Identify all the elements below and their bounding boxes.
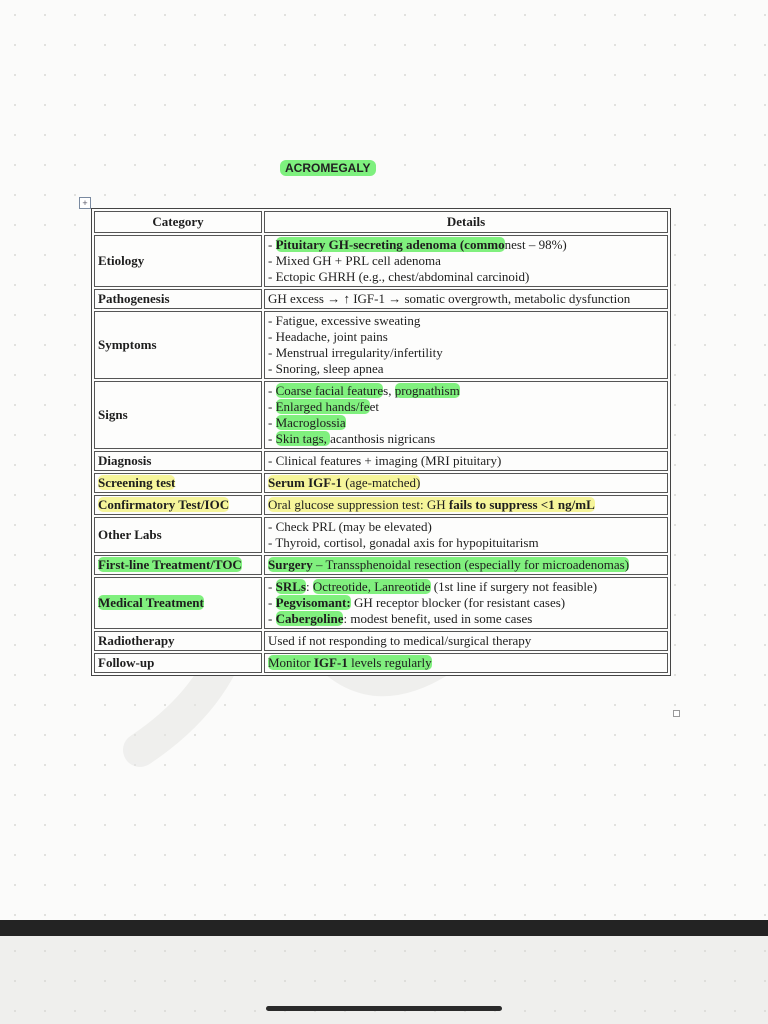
- category-cell: Pathogenesis: [94, 289, 262, 309]
- table-row: [94, 495, 668, 515]
- detail-text: Skin tags,: [275, 431, 331, 446]
- category-cell: Etiology: [94, 235, 262, 287]
- detail-text: (age-matched): [342, 475, 421, 490]
- detail-text: levels regularly: [347, 655, 432, 670]
- header-details: Details: [264, 211, 668, 233]
- category-cell: Diagnosis: [94, 451, 262, 471]
- category-cell: [94, 495, 262, 515]
- table-row: [94, 631, 668, 651]
- category-cell: Signs: [94, 381, 262, 449]
- category-label: Medical Treatment: [98, 595, 204, 610]
- detail-text: Coarse facial feature: [275, 383, 384, 398]
- detail-text: prognathism: [394, 383, 460, 398]
- detail-text: – Transsphenoidal resection (especially for microadenomas): [312, 557, 630, 572]
- category-label: First-line Treatment/TOC: [98, 557, 242, 572]
- detail-text: Headache, joint pains: [275, 329, 388, 344]
- detail-text: Snoring, sleep apnea: [275, 361, 384, 376]
- details-cell: [264, 495, 668, 515]
- table-resize-handle[interactable]: [673, 710, 680, 717]
- table-move-handle[interactable]: +: [79, 197, 91, 209]
- detail-text: Monitor: [268, 655, 314, 670]
- detail-text: et: [369, 399, 379, 414]
- details-cell: Used if not responding to medical/surgical therapy: [264, 631, 668, 651]
- details-cell: [264, 473, 668, 493]
- device-bezel: [0, 920, 768, 936]
- category-cell: [94, 473, 262, 493]
- home-indicator[interactable]: [266, 1006, 502, 1011]
- detail-text: Ectopic GHRH (e.g., chest/abdominal carcinoid): [275, 269, 530, 284]
- detail-text: Fatigue, excessive sweating: [275, 313, 421, 328]
- detail-text: Oral glucose suppression test: GH: [268, 497, 449, 512]
- details-cell: - SRLs: Octreotide, Lanreotide (1st line if surgery not feasible) - Pegvisomant: GH receptor blocker (for resistant cases) - Cabergoline: modest benefit, used in some cases: [264, 577, 668, 629]
- detail-text: acanthosis nigricans: [330, 431, 436, 446]
- document-title: ACROMEGALY: [280, 160, 376, 176]
- header-category: Category: [94, 211, 262, 233]
- details-cell: - Clinical features + imaging (MRI pituitary): [264, 451, 668, 471]
- category-cell: Follow-up: [94, 653, 262, 673]
- detail-text: Pegvisomant:: [275, 595, 351, 610]
- category-cell: [94, 555, 262, 575]
- category-cell: Other Labs: [94, 517, 262, 553]
- detail-text: Octreotide, Lanreotide: [312, 579, 431, 594]
- detail-text: IGF-1: [313, 655, 348, 670]
- detail-text: Menstrual irregularity/infertility: [275, 345, 443, 360]
- category-label: Confirmatory Test/IOC: [98, 497, 230, 512]
- details-cell: - Fatigue, excessive sweating - Headache, joint pains - Menstrual irregularity/infertility - Snoring, sleep apnea: [264, 311, 668, 379]
- acromegaly-table: [91, 208, 671, 676]
- table-row: [94, 451, 668, 471]
- detail-text: :: [305, 579, 313, 594]
- details-cell: [264, 653, 668, 673]
- details-cell: - Pituitary GH-secreting adenoma (commonest – 98%) - Mixed GH + PRL cell adenoma - Ectopic GHRH (e.g., chest/abdominal carcinoid): [264, 235, 668, 287]
- detail-text: Pituitary GH-secreting adenoma (commo: [275, 237, 505, 252]
- category-cell: [94, 577, 262, 629]
- detail-text: Surgery: [268, 557, 313, 572]
- detail-text: Check PRL (may be elevated): [275, 519, 432, 534]
- table-row: [94, 381, 668, 449]
- detail-text: Cabergoline: [275, 611, 344, 626]
- category-label: Screening test: [98, 475, 176, 490]
- details-cell: - Coarse facial features, prognathism - Enlarged hands/feet - Macroglossia - Skin tags, acanthosis nigricans: [264, 381, 668, 449]
- detail-text: Mixed GH + PRL cell adenoma: [275, 253, 441, 268]
- detail-text: Serum IGF-1: [268, 475, 343, 490]
- detail-text: : modest benefit, used in some cases: [343, 611, 533, 626]
- detail-text: GH receptor blocker (for resistant cases): [350, 595, 566, 610]
- detail-text: Clinical features + imaging (MRI pituitary): [275, 453, 502, 468]
- table-row: [94, 473, 668, 493]
- table-row: [94, 235, 668, 287]
- table-row: [94, 577, 668, 629]
- detail-text: fails to suppress <1 ng/mL: [448, 497, 595, 512]
- detail-text: nest – 98%): [504, 237, 567, 252]
- table-row: [94, 311, 668, 379]
- category-cell: Symptoms: [94, 311, 262, 379]
- table-header-row: [94, 211, 668, 233]
- table-row: [94, 653, 668, 673]
- detail-text: Thyroid, cortisol, gonadal axis for hypopituitarism: [275, 535, 539, 550]
- details-cell: [264, 555, 668, 575]
- details-cell: - Check PRL (may be elevated) - Thyroid, cortisol, gonadal axis for hypopituitarism: [264, 517, 668, 553]
- detail-text: SRLs: [275, 579, 306, 594]
- details-cell: GH excess → ↑ IGF-1 → somatic overgrowth, metabolic dysfunction: [264, 289, 668, 309]
- table-row: [94, 555, 668, 575]
- detail-text: (1st line if surgery not feasible): [430, 579, 598, 594]
- category-cell: Radiotherapy: [94, 631, 262, 651]
- detail-text: Enlarged hands/fe: [275, 399, 370, 414]
- detail-text: s,: [383, 383, 395, 398]
- table-row: [94, 289, 668, 309]
- table-row: [94, 517, 668, 553]
- detail-text: Macroglossia: [275, 415, 346, 430]
